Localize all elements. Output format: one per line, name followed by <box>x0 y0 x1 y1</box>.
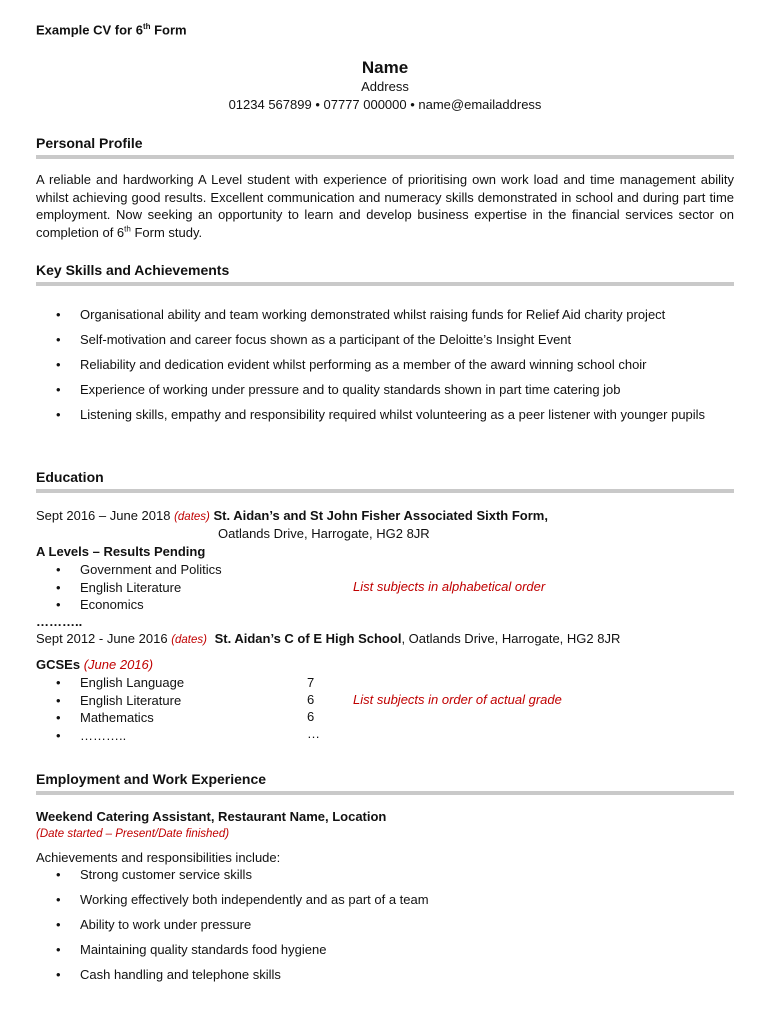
job-intro: Achievements and responsibilities include: <box>36 850 281 865</box>
sixth-form-line <box>36 507 548 526</box>
list-item: • Ability to work under pressure <box>36 916 734 934</box>
gcse-grade: 6 <box>307 692 315 707</box>
cv-header <box>0 58 770 114</box>
employment-divider <box>36 791 734 795</box>
list-item: • Government and Politics <box>36 561 734 579</box>
gcse-grade: 7 <box>307 675 315 690</box>
list-item: • Mathematics <box>36 709 734 727</box>
gcses-heading-text: GCSEs <box>36 657 81 672</box>
document-title-text: Example CV for 6 <box>36 22 143 38</box>
gcses-date-note: (June 2016) <box>83 657 154 672</box>
list-item <box>36 406 734 424</box>
list-item: • Strong customer service skills <box>36 866 734 884</box>
gcse-grade: 6 <box>307 709 315 724</box>
cv-contact: 01234 567899 • 07777 000000 • name@emailaddress <box>228 97 542 112</box>
gcses-list <box>36 674 734 744</box>
a-levels-heading: A Levels – Results Pending <box>36 544 206 559</box>
list-item: • English Literature <box>36 579 734 597</box>
list-item: • Working effectively both independently and as part of a team <box>36 891 734 909</box>
list-item: • Economics <box>36 596 734 614</box>
list-item: • ……….. <box>36 727 734 745</box>
education-divider <box>36 489 734 493</box>
gcses-heading <box>36 656 153 673</box>
profile-text-sup: th <box>124 224 131 234</box>
profile-heading: Personal Profile <box>36 135 143 151</box>
list-item: • Maintaining quality standards food hygiene <box>36 941 734 959</box>
list-item: • Reliability and dedication evident whilst performing as a member of the award winning school choir <box>36 356 734 374</box>
sixth-form-dates: Sept 2016 – June 2018 <box>36 508 171 523</box>
gcse-grade: … <box>307 726 320 741</box>
skills-divider <box>36 282 734 286</box>
cv-address: Address <box>361 79 409 94</box>
high-school-dates-note: (dates) <box>171 634 207 646</box>
high-school-dates: Sept 2012 - June 2016 <box>36 631 168 646</box>
sixth-form-address: Oatlands Drive, Harrogate, HG2 8JR <box>218 526 430 541</box>
a-levels-note: List subjects in alphabetical order <box>353 579 546 594</box>
list-item: • English Literature <box>36 692 734 710</box>
education-ellipsis: ……….. <box>36 614 83 629</box>
list-item: • English Language <box>36 674 734 692</box>
list-item: • Organisational ability and team working demonstrated whilst raising funds for Relief Aid charity project <box>36 306 734 324</box>
profile-divider <box>36 155 734 159</box>
sixth-form-dates-note: (dates) <box>174 511 210 523</box>
cv-name: Name <box>361 58 409 77</box>
sixth-form-school: St. Aidan’s and St John Fisher Associated Sixth Form, <box>213 508 548 523</box>
job-dates: (Date started – Present/Date finished) <box>36 828 230 840</box>
high-school-name: St. Aidan’s C of E High School <box>214 631 402 646</box>
profile-text-main: A reliable and hardworking A Level student with experience of prioritising own work load and time management ability whilst achieving good results. Excellent communication and numeracy skills demonstrated in school and during part time employment. Now seeking an opportunity to learn and develop business expertise in the financial services sector on completion of 6 <box>36 172 734 240</box>
high-school-address: , Oatlands Drive, Harrogate, HG2 8JR <box>401 631 621 646</box>
profile-text <box>36 171 734 241</box>
skills-heading: Key Skills and Achievements <box>36 262 230 278</box>
gcses-note: List subjects in order of actual grade <box>353 692 562 707</box>
document-title-sup: th <box>142 22 151 31</box>
list-item: • Experience of working under pressure and to quality standards shown in part time catering job <box>36 381 734 399</box>
list-item: • Self-motivation and career focus shown as a participant of the Deloitte’s Insight Event <box>36 331 734 349</box>
list-item: • Cash handling and telephone skills <box>36 966 734 984</box>
job-title: Weekend Catering Assistant, Restaurant Name, Location <box>36 809 387 824</box>
education-heading: Education <box>36 469 104 485</box>
employment-heading: Employment and Work Experience <box>36 771 267 787</box>
job-responsibilities-list <box>36 866 734 984</box>
document-title <box>36 22 187 37</box>
high-school-line <box>36 630 620 649</box>
document-title-suffix: Form <box>150 22 187 38</box>
list-item-text: • Listening skills, empathy and responsibility required whilst volunteering as a peer listener with younger pupils <box>80 407 706 422</box>
skills-list <box>36 306 734 424</box>
profile-text-end: Form study. <box>130 224 203 240</box>
